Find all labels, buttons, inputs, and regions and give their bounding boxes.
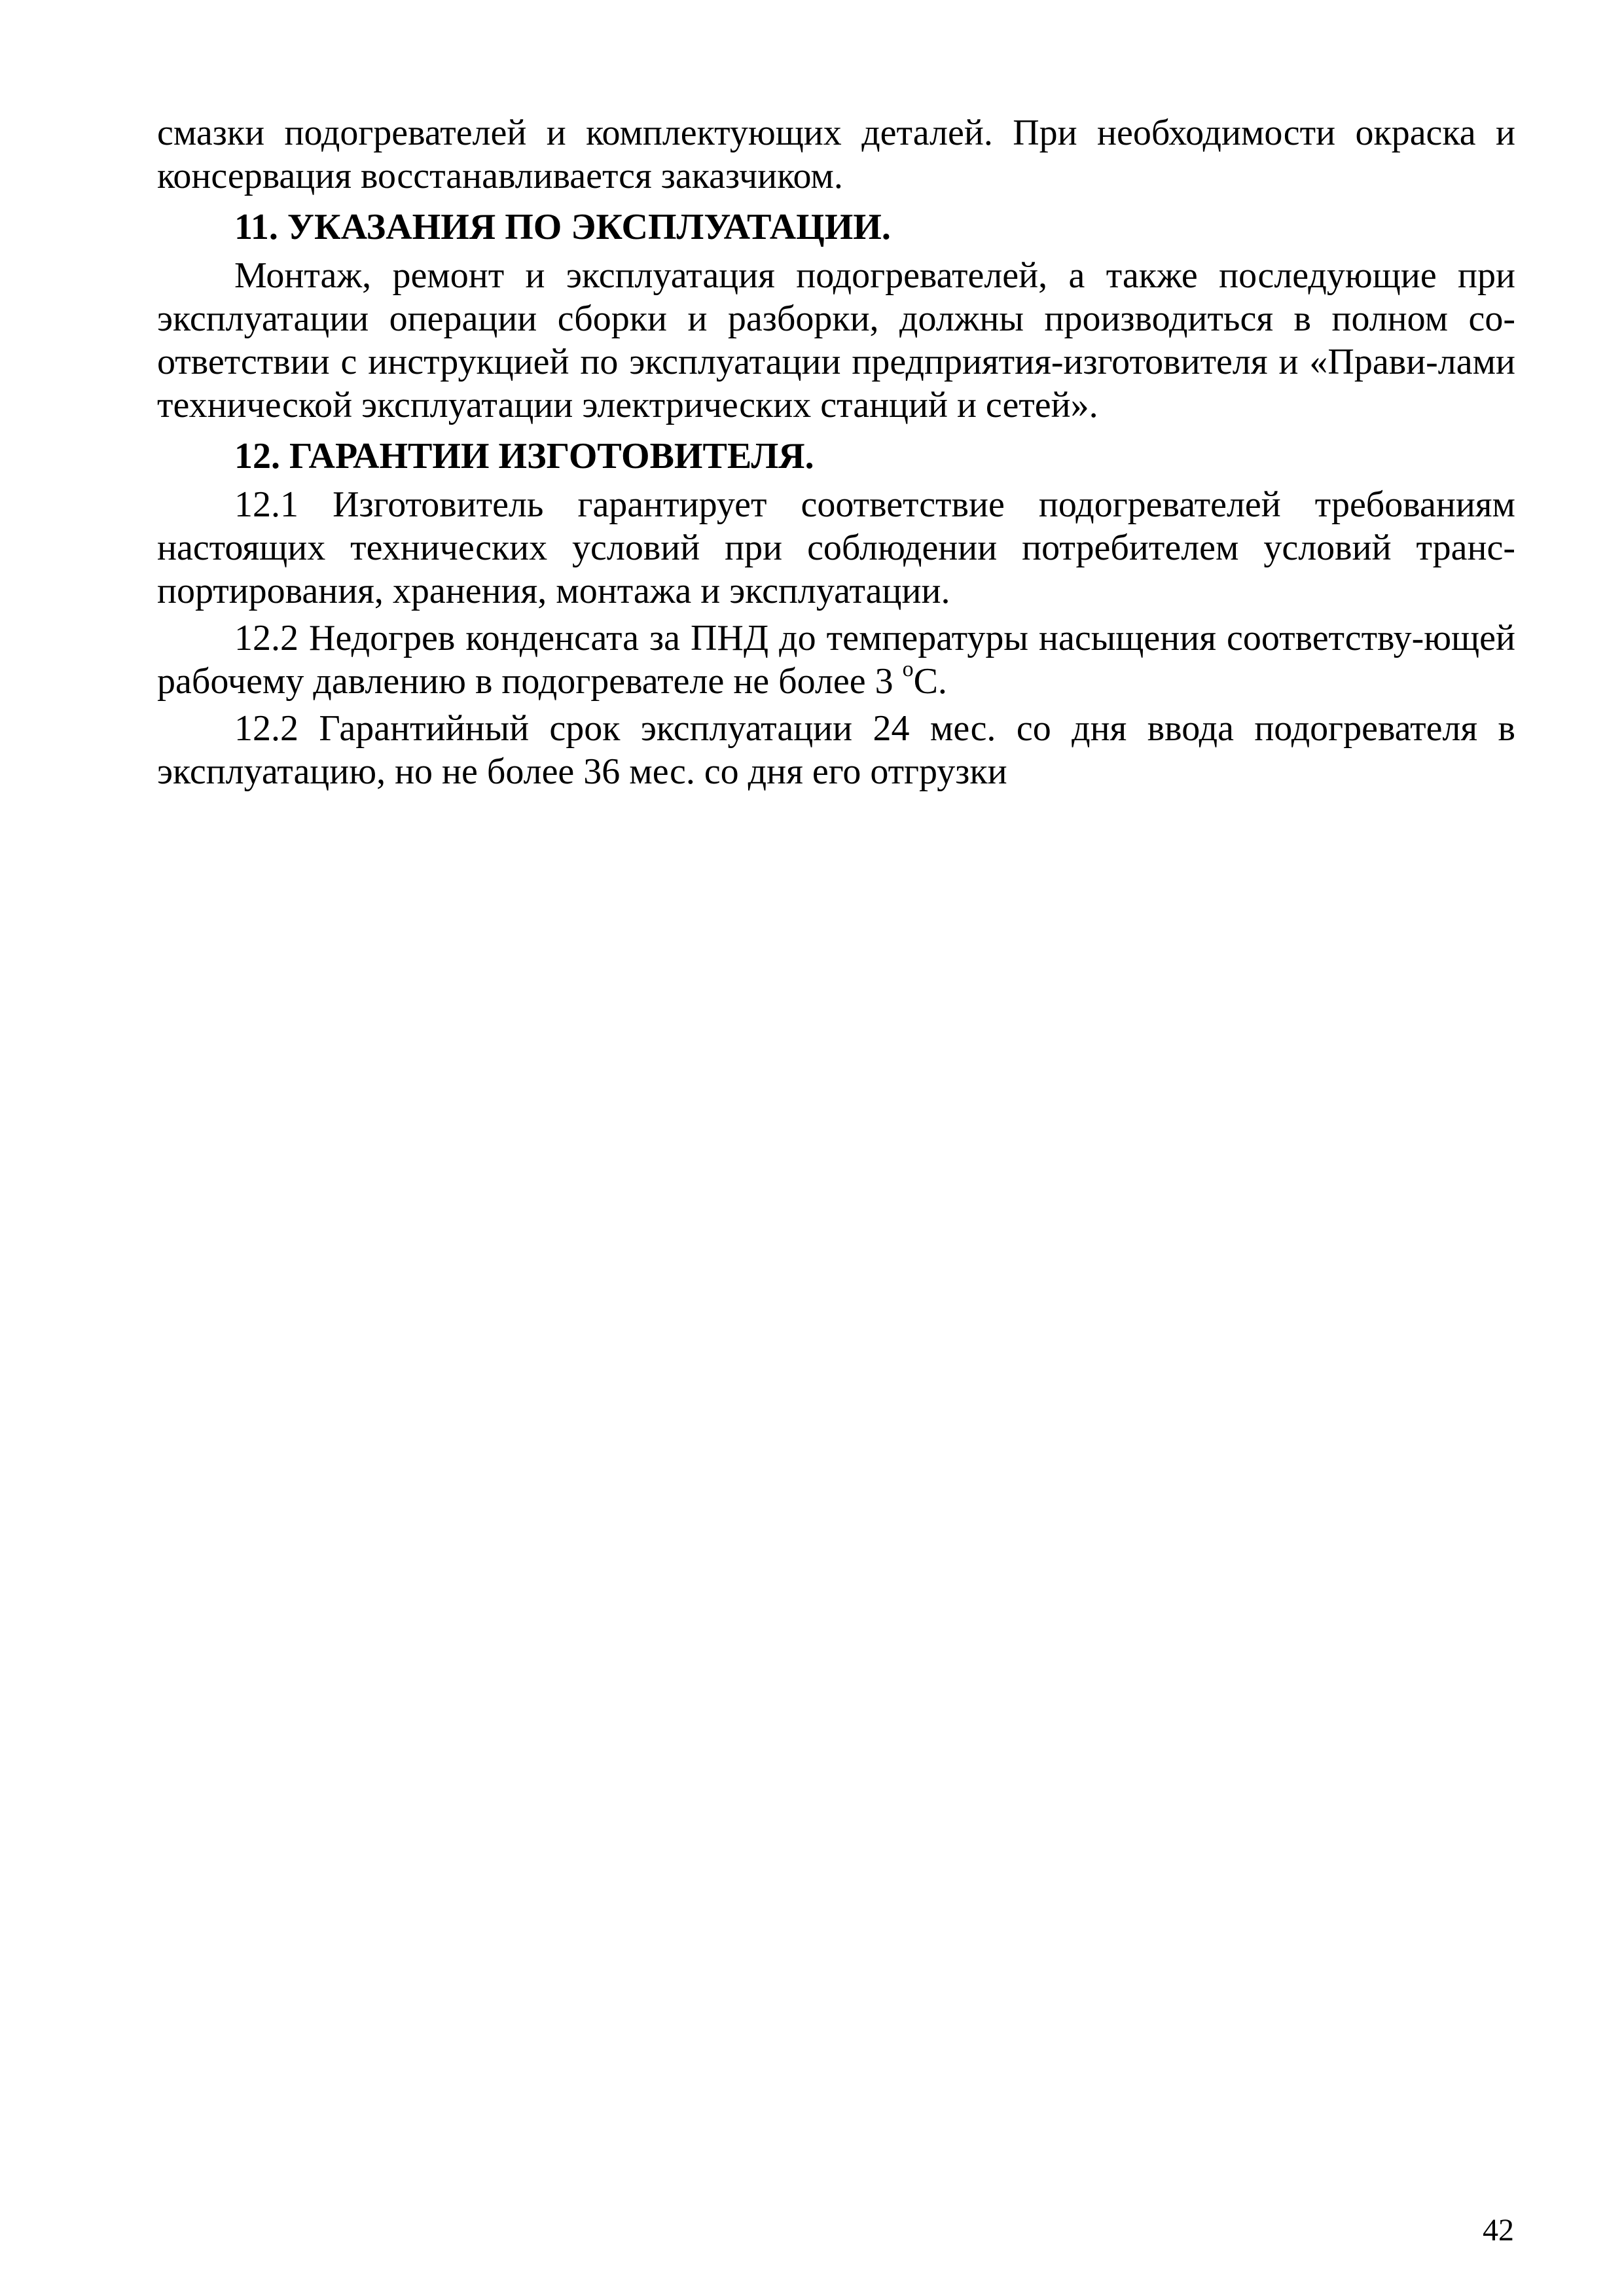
- section-11-heading: 11. УКАЗАНИЯ ПО ЭКСПЛУАТАЦИИ.: [234, 207, 891, 247]
- page-content: [157, 111, 1515, 793]
- section-12-2-paragraph: [157, 617, 1515, 703]
- temperature-unit: С.: [913, 661, 947, 702]
- section-11-paragraph: Монтаж, ремонт и эксплуатация подогревателей, а также последующие при эксплуатации операции сборки и разборки, должны производиться в полном со-ответствии с инструкцией по эксплуатации предприятия-изготовителя и «Прави-лами технической эксплуатации электрических станций и сетей».: [157, 255, 1515, 425]
- degree-superscript: o: [902, 657, 914, 681]
- section-12-1-paragraph: 12.1 Изготовитель гарантирует соответствие подогревателей требованиям настоящих технических условий при соблюдении потребителем условий транс-портирования, хранения, монтажа и эксплуатации.: [157, 484, 1515, 611]
- intro-paragraph: смазки подогревателей и комплектующих деталей. При необходимости окраска и консервация восстанавливается заказчиком.: [157, 113, 1515, 196]
- section-12-2-warranty-paragraph: 12.2 Гарантийный срок эксплуатации 24 мес. со дня ввода подогревателя в эксплуатацию, но не более 36 мес. со дня его отгрузки: [157, 708, 1515, 792]
- section-12-2-text: 12.2 Недогрев конденсата за ПНД до температуры насыщения соответству-ющей рабочему давлению в подогревателе не более 3: [157, 618, 1515, 702]
- section-12-heading: 12. ГАРАНТИИ ИЗГОТОВИТЕЛЯ.: [234, 436, 814, 476]
- page-number: 42: [1483, 2213, 1514, 2248]
